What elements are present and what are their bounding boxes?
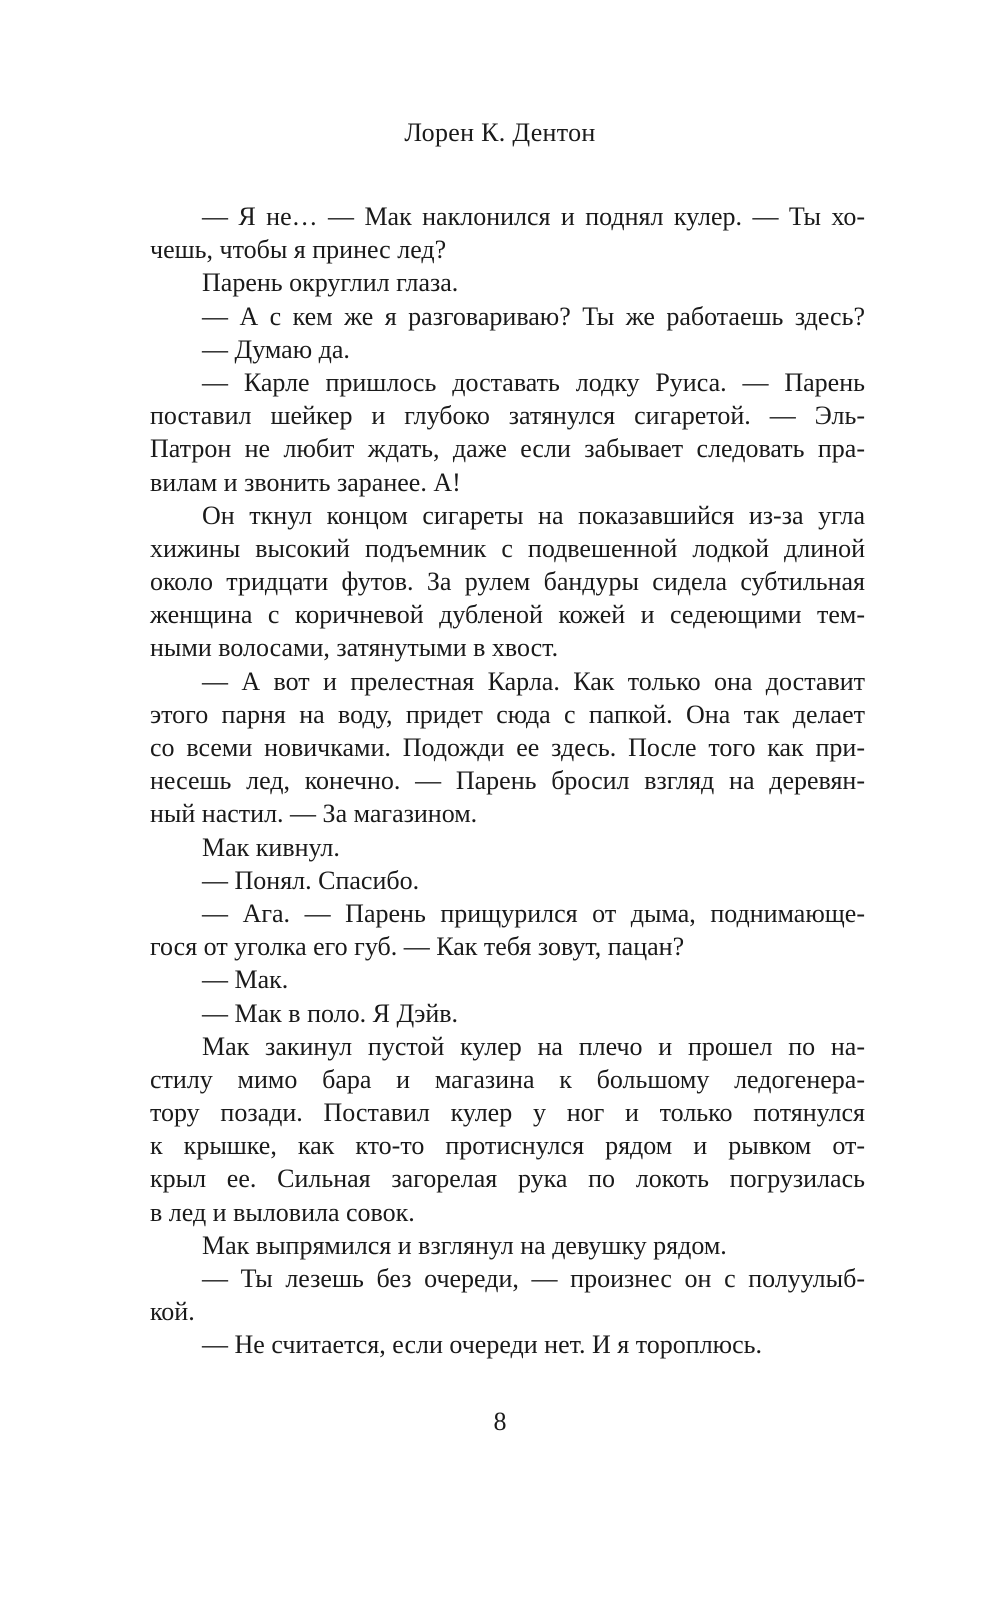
text-line: Патрон не любит ждать, даже если забывает следовать пра- — [150, 434, 865, 464]
text-line: — Карле пришлось доставать лодку Руиса. — Парень — [202, 367, 865, 397]
text-line: — А вот и прелестная Карла. Как только она доставит — [202, 666, 865, 696]
text-line: несешь лед, конечно. — Парень бросил взгляд на деревян- — [150, 766, 865, 796]
text-line: — Я не… — Мак наклонился и поднял кулер. — Ты хо- — [202, 202, 865, 231]
text-line: женщина с коричневой дубленой кожей и седеющими тем- — [150, 600, 865, 630]
body-text — [150, 200, 865, 1362]
text-line: хижины высокий подъемник с подвешенной лодкой длиной — [150, 533, 865, 563]
text-line: — А с кем же я разговариваю? Ты же работаешь здесь? — [202, 301, 865, 331]
text-line: — Ага. — Парень прищурился от дыма, поднимающе- — [202, 898, 865, 928]
text-line: чешь, чтобы я принес лед? — [150, 235, 447, 265]
text-line: Мак выпрямился и взглянул на девушку рядом. — [202, 1230, 727, 1260]
text-line: ный настил. — За магазином. — [150, 799, 478, 829]
text-line: — Думаю да. — [202, 334, 350, 364]
text-line: кой. — [150, 1297, 195, 1327]
text-line: — Не считается, если очереди нет. И я тороплюсь. — [202, 1330, 762, 1360]
text-line: Он ткнул концом сигареты на показавшийся из-за угла — [202, 500, 865, 530]
text-line: около тридцати футов. За рулем бандуры сидела субтильная — [150, 567, 865, 597]
text-line: вилам и звонить заранее. А! — [150, 467, 461, 497]
page-number: 8 — [493, 1407, 507, 1436]
text-line: — Ты лезешь без очереди, — произнес он с полуулыб- — [202, 1264, 865, 1293]
text-line: этого парня на воду, придет сюда с папкой. Она так делает — [150, 699, 865, 729]
text-line: крыл ее. Сильная загорелая рука по локоть погрузилась — [150, 1164, 865, 1194]
text-line: гося от уголка его губ. — Как тебя зовут, пацан? — [150, 932, 685, 962]
text-line: — Мак в поло. Я Дэйв. — [202, 998, 459, 1028]
text-line: стилу мимо бара и магазина к большому ледогенера- — [150, 1064, 865, 1094]
text-line: к крышке, как кто-то протиснулся рядом и рывком от- — [150, 1131, 865, 1161]
text-line: поставил шейкер и глубоко затянулся сигаретой. — Эль- — [150, 401, 865, 431]
text-line: в лед и выловила совок. — [150, 1197, 415, 1227]
text-line: — Мак. — [202, 965, 289, 995]
text-line: ными волосами, затянутыми в хвост. — [150, 633, 559, 663]
text-line: Мак кивнул. — [202, 832, 340, 862]
running-head: Лорен К. Дентон — [404, 118, 596, 147]
text-line: тору позади. Поставил кулер у ног и только потянулся — [150, 1098, 865, 1128]
text-line: Мак закинул пустой кулер на плечо и прошел по на- — [202, 1031, 865, 1061]
text-line: Парень округлил глаза. — [202, 268, 459, 298]
text-line: — Понял. Спасибо. — [202, 865, 420, 895]
text-line: со всеми новичками. Подожди ее здесь. После того как при- — [150, 733, 865, 762]
